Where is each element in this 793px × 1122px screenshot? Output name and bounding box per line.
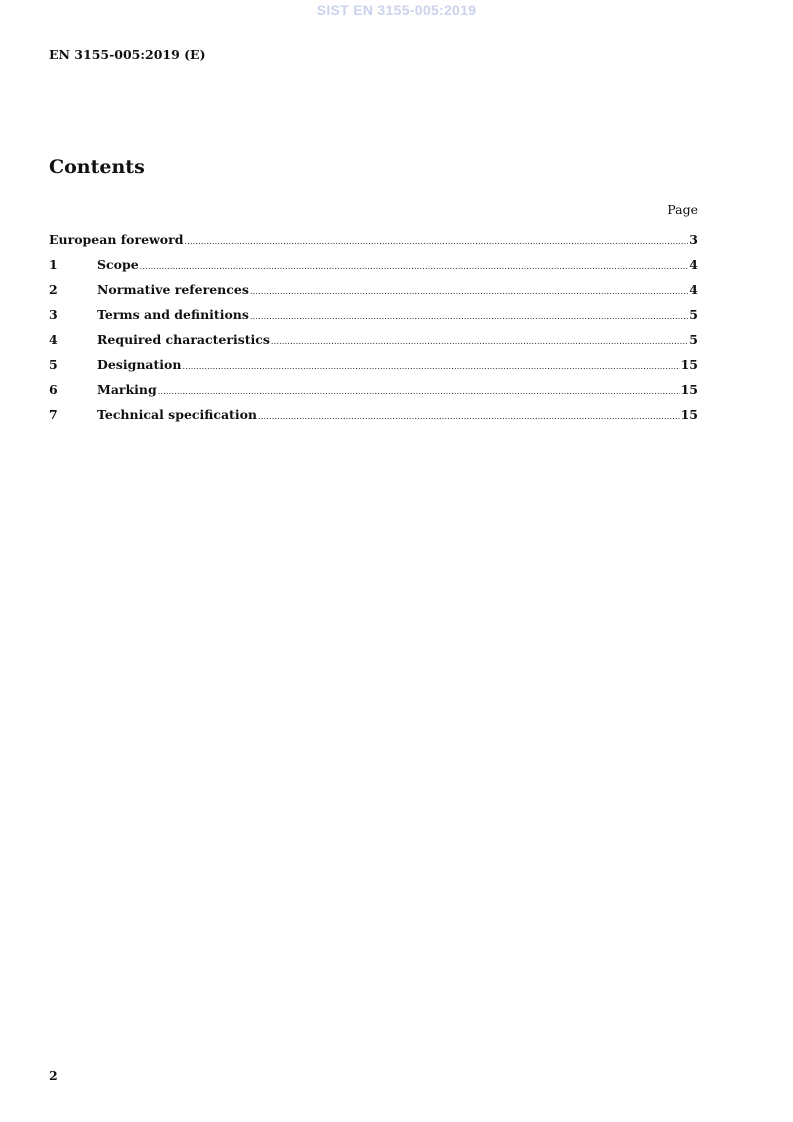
toc-entry-terms-and-definitions[interactable] — [49, 307, 698, 332]
toc-entry-title: Normative references — [97, 282, 249, 297]
toc-entry-page: 15 — [680, 357, 698, 372]
table-of-contents — [49, 232, 698, 432]
toc-entry-page: 5 — [689, 307, 698, 322]
toc-entry-title: Designation — [97, 357, 182, 372]
toc-leader-dots — [158, 387, 680, 396]
toc-entry-technical-specification[interactable] — [49, 407, 698, 432]
toc-leader-dots — [182, 362, 679, 371]
toc-leader-dots — [271, 337, 688, 346]
toc-entry-title: Terms and definitions — [97, 307, 249, 322]
toc-entry-required-characteristics[interactable] — [49, 332, 698, 357]
toc-entry-title: Marking — [97, 382, 157, 397]
toc-entry-page: 4 — [689, 257, 698, 272]
toc-entry-title: European foreword — [49, 232, 184, 247]
toc-entry-page: 3 — [689, 232, 698, 247]
toc-entry-page: 15 — [680, 382, 698, 397]
toc-entry-number: 1 — [49, 257, 58, 272]
toc-leader-dots — [250, 312, 688, 321]
toc-entry-number: 5 — [49, 357, 58, 372]
toc-entry-number: 7 — [49, 407, 58, 422]
toc-entry-number: 3 — [49, 307, 58, 322]
toc-leader-dots — [258, 412, 680, 421]
toc-entry-title: Technical specification — [97, 407, 258, 422]
document-id: EN 3155-005:2019 (E) — [49, 47, 206, 62]
toc-entry-page: 4 — [689, 282, 698, 297]
toc-entry-title: Scope — [97, 257, 139, 272]
toc-entry-normative-references[interactable] — [49, 282, 698, 307]
toc-entry-number: 6 — [49, 382, 58, 397]
toc-entry-number: 4 — [49, 332, 58, 347]
toc-leader-dots — [140, 262, 689, 271]
toc-entry-european-foreword[interactable] — [49, 232, 698, 257]
toc-entry-marking[interactable] — [49, 382, 698, 407]
contents-title: Contents — [49, 156, 145, 178]
toc-leader-dots — [184, 237, 688, 246]
toc-entry-number: 2 — [49, 282, 58, 297]
toc-entry-page: 15 — [680, 407, 698, 422]
toc-entry-designation[interactable] — [49, 357, 698, 382]
toc-leader-dots — [250, 287, 688, 296]
page-number: 2 — [49, 1068, 58, 1083]
toc-entry-title: Required characteristics — [97, 332, 270, 347]
watermark: SIST EN 3155-005:2019 — [316, 2, 477, 18]
page-column-label: Page — [667, 202, 698, 217]
toc-entry-scope[interactable] — [49, 257, 698, 282]
toc-entry-page: 5 — [689, 332, 698, 347]
